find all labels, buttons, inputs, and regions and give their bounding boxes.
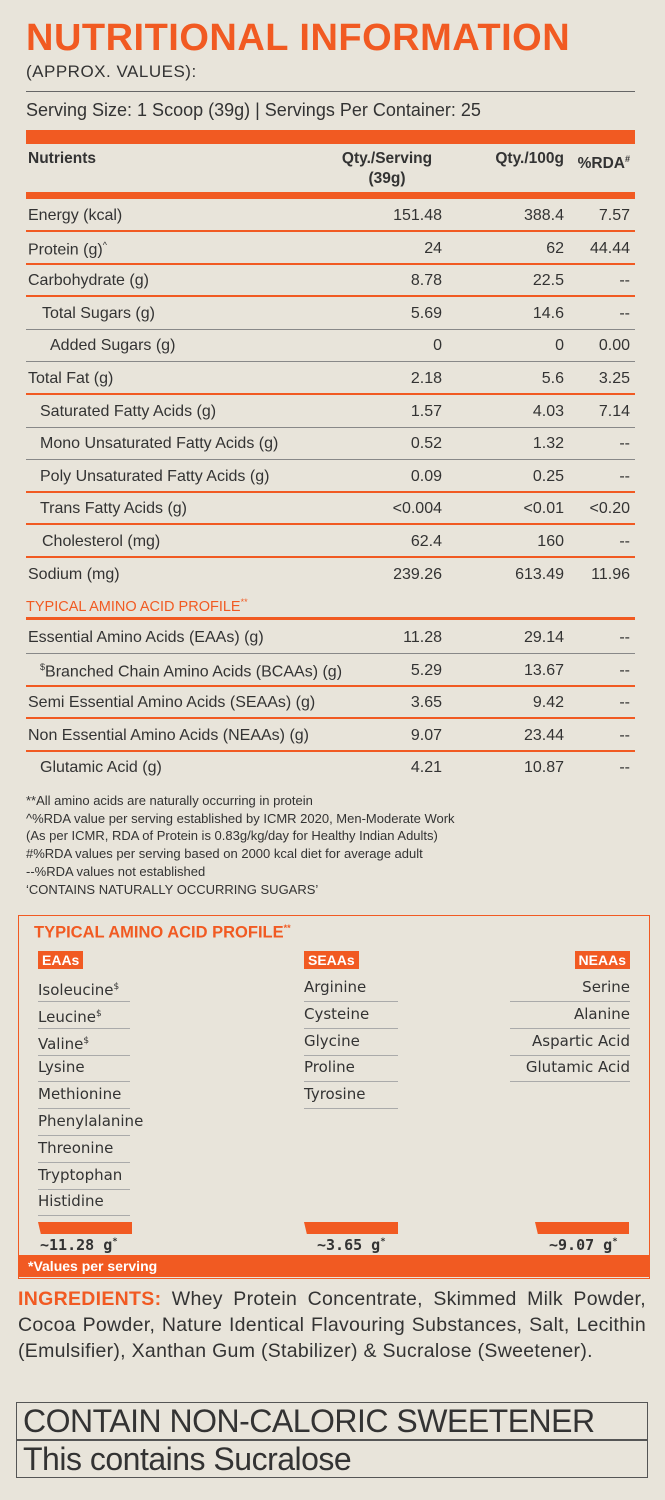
table-row xyxy=(26,526,635,558)
qty-100g: 5.6 xyxy=(541,370,564,387)
table-row xyxy=(26,233,635,265)
table-row xyxy=(26,752,635,784)
header-qty-serving-sub: (39g) xyxy=(368,170,406,187)
qty-serving: 151.48 xyxy=(393,207,442,224)
neaas-total-mark: * xyxy=(612,1237,618,1247)
qty-serving: 9.07 xyxy=(410,726,442,744)
amino-label xyxy=(40,759,162,777)
table-row xyxy=(26,461,635,493)
rda-value: -- xyxy=(619,694,630,712)
rda-value: 3.25 xyxy=(598,370,630,387)
nutrient-label xyxy=(40,435,278,453)
qty-100g: 4.03 xyxy=(532,402,564,420)
values-per-serving-note: *Values per serving xyxy=(18,1255,650,1277)
amino-acid-name: Valine xyxy=(38,1034,84,1053)
ingredients-label: INGREDIENTS: xyxy=(18,1288,162,1310)
neaas-total-marker xyxy=(535,1222,629,1234)
warning-sweetener: CONTAIN NON-CALORIC SWEETENER xyxy=(16,1402,648,1440)
amino-label xyxy=(28,727,309,745)
amino-label xyxy=(28,694,315,712)
amino-acid-name: Proline xyxy=(304,1058,355,1077)
eaas-tag: EAAs xyxy=(38,951,83,969)
amino-acid-name: Lysine xyxy=(38,1058,85,1077)
table-row xyxy=(26,559,635,591)
amino-underline xyxy=(26,617,635,620)
amino-acid-name: Tyrosine xyxy=(304,1085,366,1104)
qty-serving: 239.26 xyxy=(393,565,442,583)
qty-serving: 0.52 xyxy=(410,435,442,453)
seaas-total-marker xyxy=(304,1222,398,1234)
qty-100g: 1.32 xyxy=(532,435,564,453)
table-row xyxy=(26,265,635,297)
list-item xyxy=(38,1163,130,1190)
list-item xyxy=(304,1029,398,1056)
divider xyxy=(26,91,635,92)
rda-value: -- xyxy=(619,661,630,679)
amino-name: Semi Essential Amino Acids (SEAAs) (g) xyxy=(28,694,316,712)
seaas-total-value: ~3.65 g xyxy=(317,1236,381,1254)
eaas-total-marker xyxy=(38,1222,132,1234)
list-item xyxy=(304,975,398,1002)
list-item xyxy=(38,1029,130,1056)
list-item xyxy=(510,1002,630,1029)
nutrient-name: Total Fat (g) xyxy=(28,370,114,387)
amino-acid-name: Tryptophan xyxy=(38,1165,123,1184)
header-bar xyxy=(26,130,635,144)
amino-profile-title xyxy=(34,923,291,943)
list-item xyxy=(304,1055,398,1082)
note: ^%RDA value per serving established by ICMR 2020, Men-Moderate Work xyxy=(26,810,455,826)
table-row xyxy=(26,687,635,719)
amino-name: Glutamic Acid (g) xyxy=(40,759,162,777)
qty-100g: 13.67 xyxy=(523,661,564,679)
qty-100g: 613.49 xyxy=(515,565,564,583)
seaas-total xyxy=(317,1236,386,1254)
header-nutrients: Nutrients xyxy=(28,150,97,167)
table-row xyxy=(26,622,635,654)
amino-acid-name: Threonine xyxy=(38,1138,114,1157)
subtitle: (APPROX. VALUES): xyxy=(26,62,197,81)
rda-value: -- xyxy=(619,304,630,322)
nutrient-name: Poly Unsaturated Fatty Acids (g) xyxy=(40,467,270,485)
nutrient-name: Cholesterol (mg) xyxy=(42,533,161,550)
list-item xyxy=(304,1002,398,1029)
qty-serving: 8.78 xyxy=(410,272,442,290)
amino-acid-name: Alanine xyxy=(573,1004,630,1023)
amino-acid-name: Isoleucine xyxy=(38,981,114,999)
amino-acid-name: Histidine xyxy=(38,1192,104,1211)
table-row xyxy=(26,428,635,460)
seaas-tag: SEAAs xyxy=(304,951,359,969)
list-item xyxy=(304,1082,398,1109)
eaas-total-value: ~11.28 g xyxy=(40,1236,113,1254)
ingredients xyxy=(18,1286,646,1364)
note: #%RDA values per serving based on 2000 kcal diet for average adult xyxy=(26,846,423,862)
qty-100g: 160 xyxy=(537,533,564,550)
table-row xyxy=(26,720,635,752)
qty-100g: 0 xyxy=(555,337,564,355)
amino-acid-name: Aspartic Acid xyxy=(532,1031,630,1050)
serving-info: Serving Size: 1 Scoop (39g) | Servings Per Container: 25 xyxy=(26,100,481,120)
nutrient-label xyxy=(40,468,269,486)
nutrient-label xyxy=(28,566,120,584)
list-item xyxy=(38,1109,144,1136)
list-item xyxy=(510,1029,630,1056)
qty-serving: 11.28 xyxy=(403,629,442,646)
nutrient-name: Mono Unsaturated Fatty Acids (g) xyxy=(40,435,279,453)
qty-100g: 62 xyxy=(546,239,564,257)
amino-acid-name: Cysteine xyxy=(304,1004,370,1023)
amino-prefix: $ xyxy=(40,661,46,672)
rda-value: -- xyxy=(619,629,630,646)
rda-value: -- xyxy=(619,467,630,485)
nutrient-label xyxy=(42,533,160,551)
rda-value: -- xyxy=(619,759,630,777)
warning-sucralose: This contains Sucralose xyxy=(16,1440,648,1478)
qty-serving: 5.69 xyxy=(410,304,442,322)
rda-value: -- xyxy=(619,435,630,453)
amino-profile-title-text: TYPICAL AMINO ACID PROFILE xyxy=(34,923,284,942)
header-qty-serving-label: Qty./Serving xyxy=(341,150,433,167)
qty-100g: 10.87 xyxy=(523,759,564,777)
qty-serving: <0.004 xyxy=(392,500,442,518)
table-row xyxy=(26,655,635,687)
nutrient-mark: ^ xyxy=(102,239,107,250)
qty-serving: 0.09 xyxy=(410,467,442,485)
seaas-total-mark: * xyxy=(380,1237,386,1247)
note: ‘CONTAINS NATURALLY OCCURRING SUGARS’ xyxy=(26,881,319,897)
list-item xyxy=(38,1136,130,1163)
list-item xyxy=(38,1082,130,1109)
amino-acid-name: Phenylalanine xyxy=(38,1112,144,1130)
amino-acid-name: Arginine xyxy=(304,978,367,996)
qty-serving: 24 xyxy=(424,239,442,257)
header-rda xyxy=(578,149,630,174)
qty-serving: 0 xyxy=(433,337,442,355)
nutrient-name: Protein (g) xyxy=(28,240,103,258)
qty-100g: <0.01 xyxy=(523,500,564,518)
bcaa-mark: $ xyxy=(83,1035,90,1046)
amino-name: Essential Amino Acids (EAAs) (g) xyxy=(28,629,264,646)
rda-value: 7.14 xyxy=(598,402,630,420)
amino-section-title-text: TYPICAL AMINO ACID PROFILE xyxy=(26,598,241,615)
bcaa-mark: $ xyxy=(113,982,120,992)
rda-value: 0.00 xyxy=(598,337,630,355)
qty-100g: 388.4 xyxy=(523,207,564,224)
qty-100g: 14.6 xyxy=(532,304,564,322)
nutrient-label xyxy=(42,305,155,323)
nutrient-name: Saturated Fatty Acids (g) xyxy=(40,402,217,420)
nutrient-label xyxy=(28,240,107,259)
header-underline xyxy=(26,192,635,199)
neaas-tag: NEAAs xyxy=(575,951,630,969)
amino-acid-name: Serine xyxy=(582,978,630,996)
note: **All amino acids are naturally occurring in protein xyxy=(26,793,313,808)
qty-100g: 22.5 xyxy=(532,272,564,290)
note: --%RDA values not established xyxy=(26,863,206,879)
list-item xyxy=(38,975,130,1002)
nutrient-name: Added Sugars (g) xyxy=(50,337,176,355)
table-header xyxy=(26,147,635,192)
header-qty-serving xyxy=(332,149,442,189)
nutrient-name: Energy (kcal) xyxy=(28,207,123,224)
table-row xyxy=(26,200,635,232)
qty-serving: 4.21 xyxy=(410,759,442,777)
list-item xyxy=(38,1189,130,1216)
nutrient-label xyxy=(40,403,216,421)
rda-value: 11.96 xyxy=(591,565,630,583)
amino-acid-name: Methionine xyxy=(38,1085,122,1104)
bcaa-mark: $ xyxy=(95,1008,102,1019)
page-title: NUTRITIONAL INFORMATION xyxy=(26,17,571,59)
ingredients-text: Whey Protein Concentrate, Skimmed Milk Powder, Cocoa Powder, Nature Identical Flavouring Substances, Salt, Lecithin (Emulsifier), Xanthan Gum (Stabilizer) & Sucralose (Sweetener). xyxy=(18,1288,646,1362)
nutrient-name: Trans Fatty Acids (g) xyxy=(40,500,187,518)
nutrient-name: Carbohydrate (g) xyxy=(28,272,149,290)
amino-acid-name: Leucine xyxy=(38,1007,96,1026)
nutrient-label xyxy=(28,272,149,290)
amino-acid-name: Glycine xyxy=(304,1031,360,1050)
list-item xyxy=(38,1002,130,1029)
amino-acid-name: Glutamic Acid xyxy=(525,1058,630,1077)
amino-name: Non Essential Amino Acids (NEAAs) (g) xyxy=(28,726,309,744)
rda-value: -- xyxy=(619,533,630,550)
amino-name: Branched Chain Amino Acids (BCAAs) (g) xyxy=(45,662,343,680)
note: (As per ICMR, RDA of Protein is 0.83g/kg/day for Healthy Indian Adults) xyxy=(26,828,438,844)
qty-100g: 0.25 xyxy=(532,467,564,485)
table-row xyxy=(26,396,635,428)
eaas-total xyxy=(40,1236,118,1254)
header-qty-100g: Qty./100g xyxy=(495,150,564,167)
amino-section-title-mark: ** xyxy=(240,597,248,607)
rda-value: -- xyxy=(619,272,630,290)
rda-value: 44.44 xyxy=(589,239,630,257)
list-item xyxy=(510,1055,630,1082)
nutrient-label xyxy=(28,370,113,388)
notes xyxy=(26,792,455,898)
qty-100g: 23.44 xyxy=(523,726,564,744)
neaas-total xyxy=(549,1236,618,1254)
nutrient-name: Sodium (mg) xyxy=(28,565,120,583)
qty-serving: 1.57 xyxy=(410,402,442,420)
rda-value: <0.20 xyxy=(589,500,630,518)
header-rda-mark: # xyxy=(624,154,630,164)
amino-label xyxy=(40,662,342,681)
table-row xyxy=(26,330,635,362)
table-row xyxy=(26,363,635,395)
amino-label xyxy=(28,629,264,647)
nutrient-label xyxy=(50,337,175,355)
nutrient-label xyxy=(28,207,122,225)
qty-serving: 3.65 xyxy=(410,694,442,712)
table-row xyxy=(26,493,635,525)
qty-100g: 29.14 xyxy=(523,629,564,646)
amino-section-title xyxy=(26,597,248,615)
list-item xyxy=(38,1055,130,1082)
qty-serving: 62.4 xyxy=(410,533,442,550)
qty-serving: 5.29 xyxy=(410,661,442,679)
nutrient-label xyxy=(40,500,187,518)
qty-serving: 2.18 xyxy=(410,370,442,387)
neaas-total-value: ~9.07 g xyxy=(549,1236,613,1254)
amino-profile-title-mark: ** xyxy=(283,923,291,933)
header-rda-label: %RDA xyxy=(577,155,625,173)
rda-value: -- xyxy=(619,726,630,744)
qty-100g: 9.42 xyxy=(532,694,564,712)
rda-value: 7.57 xyxy=(598,207,630,224)
nutrient-name: Total Sugars (g) xyxy=(42,304,155,322)
eaas-total-mark: * xyxy=(112,1237,118,1247)
list-item xyxy=(510,975,630,1002)
table-row xyxy=(26,298,635,330)
